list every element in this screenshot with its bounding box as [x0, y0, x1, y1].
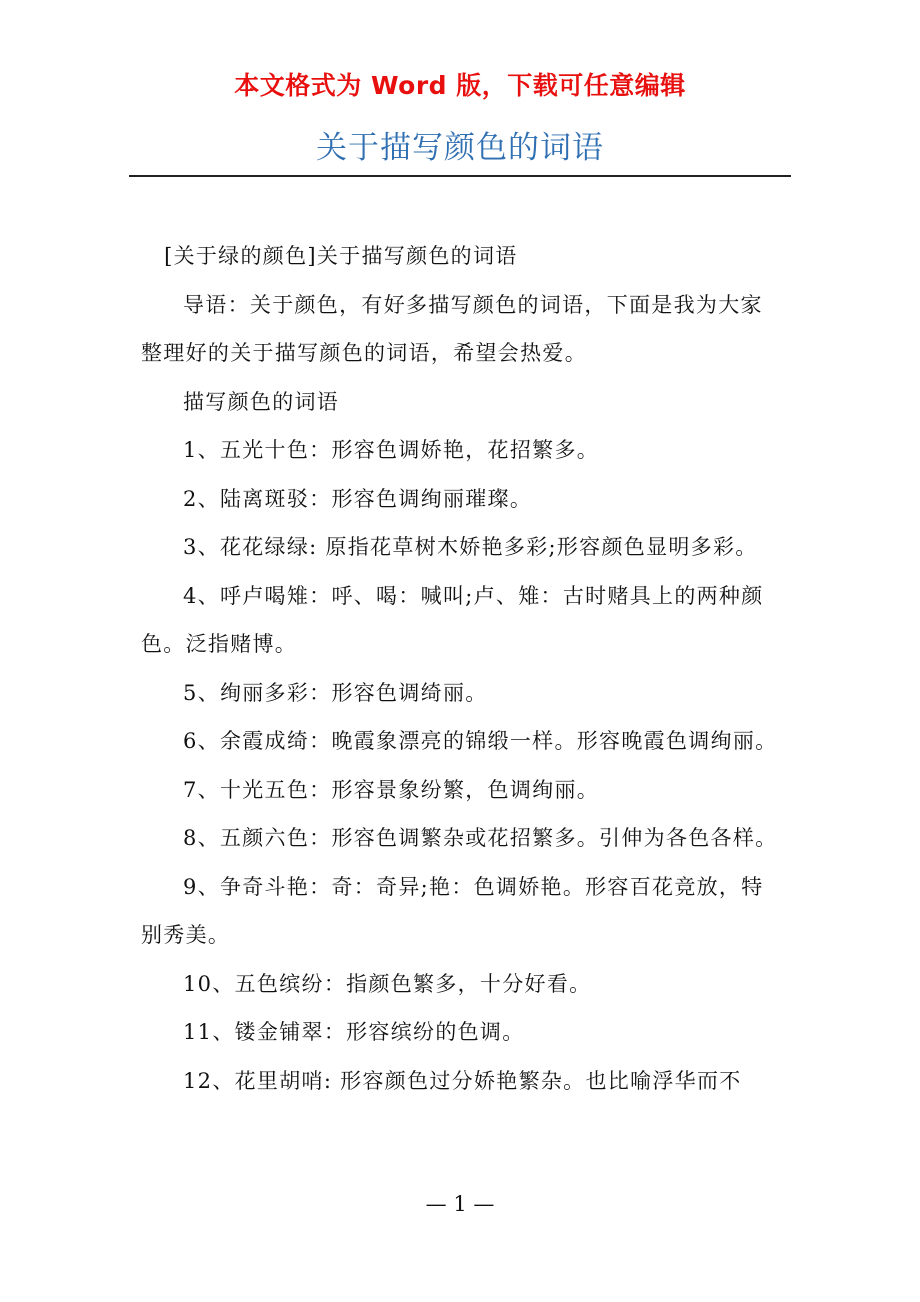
list-item: 8、五颜六色：形容色调繁杂或花招繁多。引伸为各色各样。	[183, 826, 778, 850]
intro-paragraph: 导语：关于颜色，有好多描写颜色的词语，下面是我为大家整理好的关于描写颜色的词语，希望会热爱。	[141, 292, 763, 365]
list-item: 2、陆离斑驳：形容色调绚丽璀璨。	[183, 486, 533, 511]
list-item: 4、呼卢喝雉：呼、喝：喊叫;卢、雉：古时赌具上的两种颜色。泛指赌博。	[141, 583, 764, 656]
list-item: 3、花花绿绿: 原指花草树木娇艳多彩;形容颜色显明多彩。	[183, 535, 758, 559]
format-notice: 本文格式为 Word 版，下载可任意编辑	[234, 71, 686, 100]
list-item: 12、花里胡哨: 形容颜色过分娇艳繁杂。也比喻浮华而不	[183, 1068, 742, 1093]
list-item: 6、余霞成绮：晚霞象漂亮的锦缎一样。形容晚霞色调绚丽。	[183, 729, 778, 753]
title-divider	[129, 175, 791, 177]
list-item: 1、五光十色：形容色调娇艳，花招繁多。	[183, 438, 600, 462]
list-item: 10、五色缤纷：指颜色繁多，十分好看。	[183, 971, 592, 996]
document-body	[141, 232, 783, 1105]
page-title: 关于描写颜色的词语	[316, 130, 604, 166]
list-item: 11、镂金铺翠：形容缤纷的色调。	[183, 1020, 525, 1044]
list-item: 7、十光五色：形容景象纷繁，色调绚丽。	[183, 777, 600, 802]
list-item: 5、绚丽多彩：形容色调绮丽。	[183, 680, 488, 705]
section-heading: 描写颜色的词语	[183, 389, 340, 414]
list-item: 9、争奇斗艳：奇：奇异;艳：色调娇艳。形容百花竞放，特别秀美。	[141, 874, 764, 947]
page-number: — 1 —	[425, 1192, 495, 1216]
subtitle-line: [关于绿的颜色]关于描写颜色的词语	[164, 244, 518, 268]
